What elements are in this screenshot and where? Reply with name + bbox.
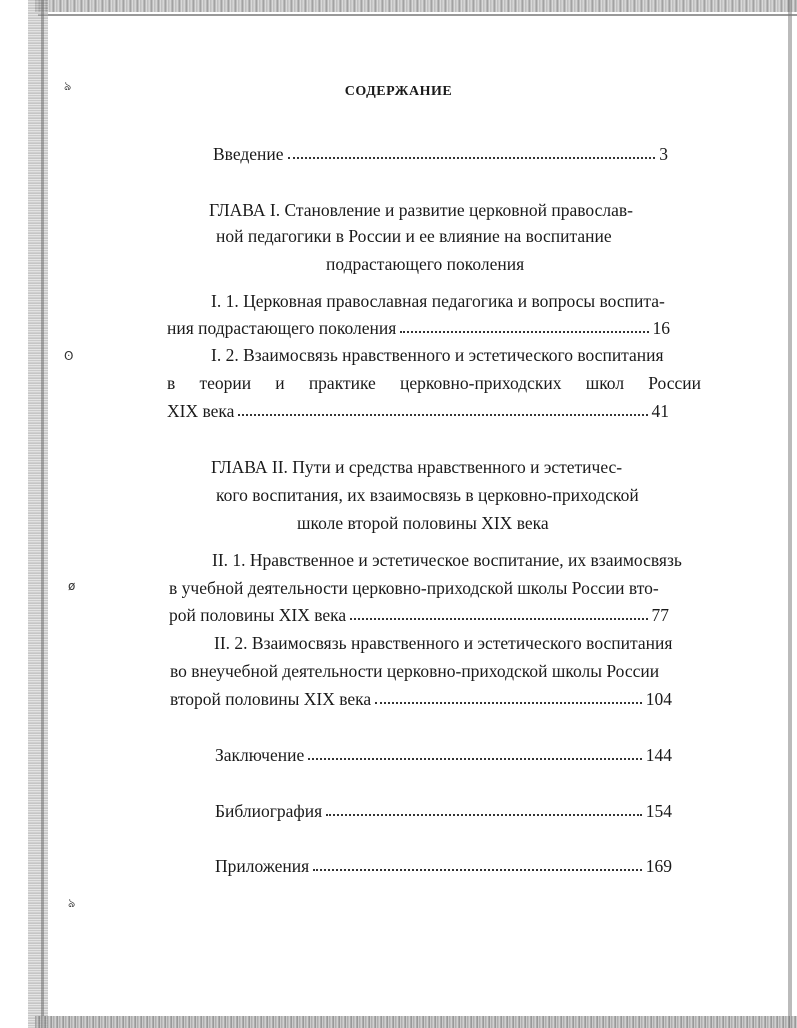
- toc-leader: [375, 701, 642, 704]
- toc-leader: [400, 330, 648, 333]
- punch-hole-icon: ʘ: [64, 349, 74, 363]
- toc-label: второй половины XIX века: [170, 689, 372, 709]
- chapter-heading: кого воспитания, их взаимосвязь в церковно-приходской: [216, 485, 639, 505]
- toc-entry-text: II. 1. Нравственное и эстетическое воспитание, их взаимосвязь: [212, 550, 682, 570]
- toc-label: рой половины XIX века: [169, 605, 347, 625]
- scan-border-top: [35, 0, 797, 12]
- toc-page: 144: [645, 745, 672, 765]
- toc-entry-2-2[interactable]: [170, 688, 672, 710]
- toc-entry-bibliography[interactable]: [215, 800, 672, 822]
- toc-page: 41: [651, 401, 669, 421]
- toc-leader: [288, 156, 656, 159]
- toc-entry-text: во внеучебной деятельности церковно-приходской школы России: [170, 661, 660, 681]
- toc-page: 77: [651, 605, 669, 625]
- chapter-heading: ГЛАВА I. Становление и развитие церковной православ-: [209, 200, 633, 220]
- toc-leader: [238, 413, 647, 416]
- toc-entry-text: I. 2. Взаимосвязь нравственного и эстетического воспитания: [211, 345, 664, 365]
- toc-page: 3: [659, 144, 668, 164]
- toc-page: 169: [645, 856, 672, 876]
- toc-leader: [313, 868, 642, 871]
- toc-entry-text: в учебной деятельности церковно-приходской школы России вто-: [169, 578, 659, 598]
- toc-label: XIX века: [167, 401, 235, 421]
- toc-leader: [350, 617, 647, 620]
- chapter-heading: ГЛАВА II. Пути и средства нравственного и эстетичес-: [211, 457, 623, 477]
- scan-border-top-line: [38, 14, 797, 16]
- toc-entry-1-1[interactable]: [167, 317, 670, 339]
- toc-label: Приложения: [215, 856, 310, 876]
- toc-entry-2-1[interactable]: [169, 604, 669, 626]
- chapter-heading: школе второй половины XIX века: [297, 513, 549, 533]
- punch-hole-icon: ঌ: [64, 79, 72, 93]
- chapter-heading: подрастающего поколения: [326, 254, 525, 274]
- toc-page: 104: [645, 689, 672, 709]
- toc-entry-appendix[interactable]: [215, 855, 672, 877]
- scan-border-left: [28, 0, 48, 1028]
- toc-entry-text: в теории и практике церковно-приходских школ России: [167, 373, 701, 393]
- page-title: СОДЕРЖАНИЕ: [344, 84, 453, 99]
- toc-label: Введение: [213, 144, 284, 164]
- toc-entry-1-2[interactable]: [167, 400, 669, 422]
- toc-entry-conclusion[interactable]: [215, 744, 672, 766]
- toc-label: ния подрастающего поколения: [167, 318, 397, 338]
- toc-entry-intro[interactable]: [213, 143, 668, 165]
- punch-hole-icon: ø: [68, 579, 76, 593]
- toc-leader: [326, 813, 642, 816]
- scan-border-left-line: [41, 0, 44, 1028]
- toc-leader: [308, 757, 642, 760]
- chapter-heading: ной педагогики в России и ее влияние на воспитание: [216, 226, 612, 246]
- toc-page: 16: [652, 318, 670, 338]
- toc-entry-text: II. 2. Взаимосвязь нравственного и эстетического воспитания: [214, 633, 673, 653]
- scan-border-right: [788, 0, 792, 1028]
- scan-border-bottom: [35, 1016, 797, 1028]
- toc-label: Библиография: [215, 801, 323, 821]
- toc-page: 154: [645, 801, 672, 821]
- toc-label: Заключение: [215, 745, 305, 765]
- toc-entry-text: I. 1. Церковная православная педагогика и вопросы воспита-: [211, 291, 665, 311]
- punch-hole-icon: ঌ: [68, 896, 76, 910]
